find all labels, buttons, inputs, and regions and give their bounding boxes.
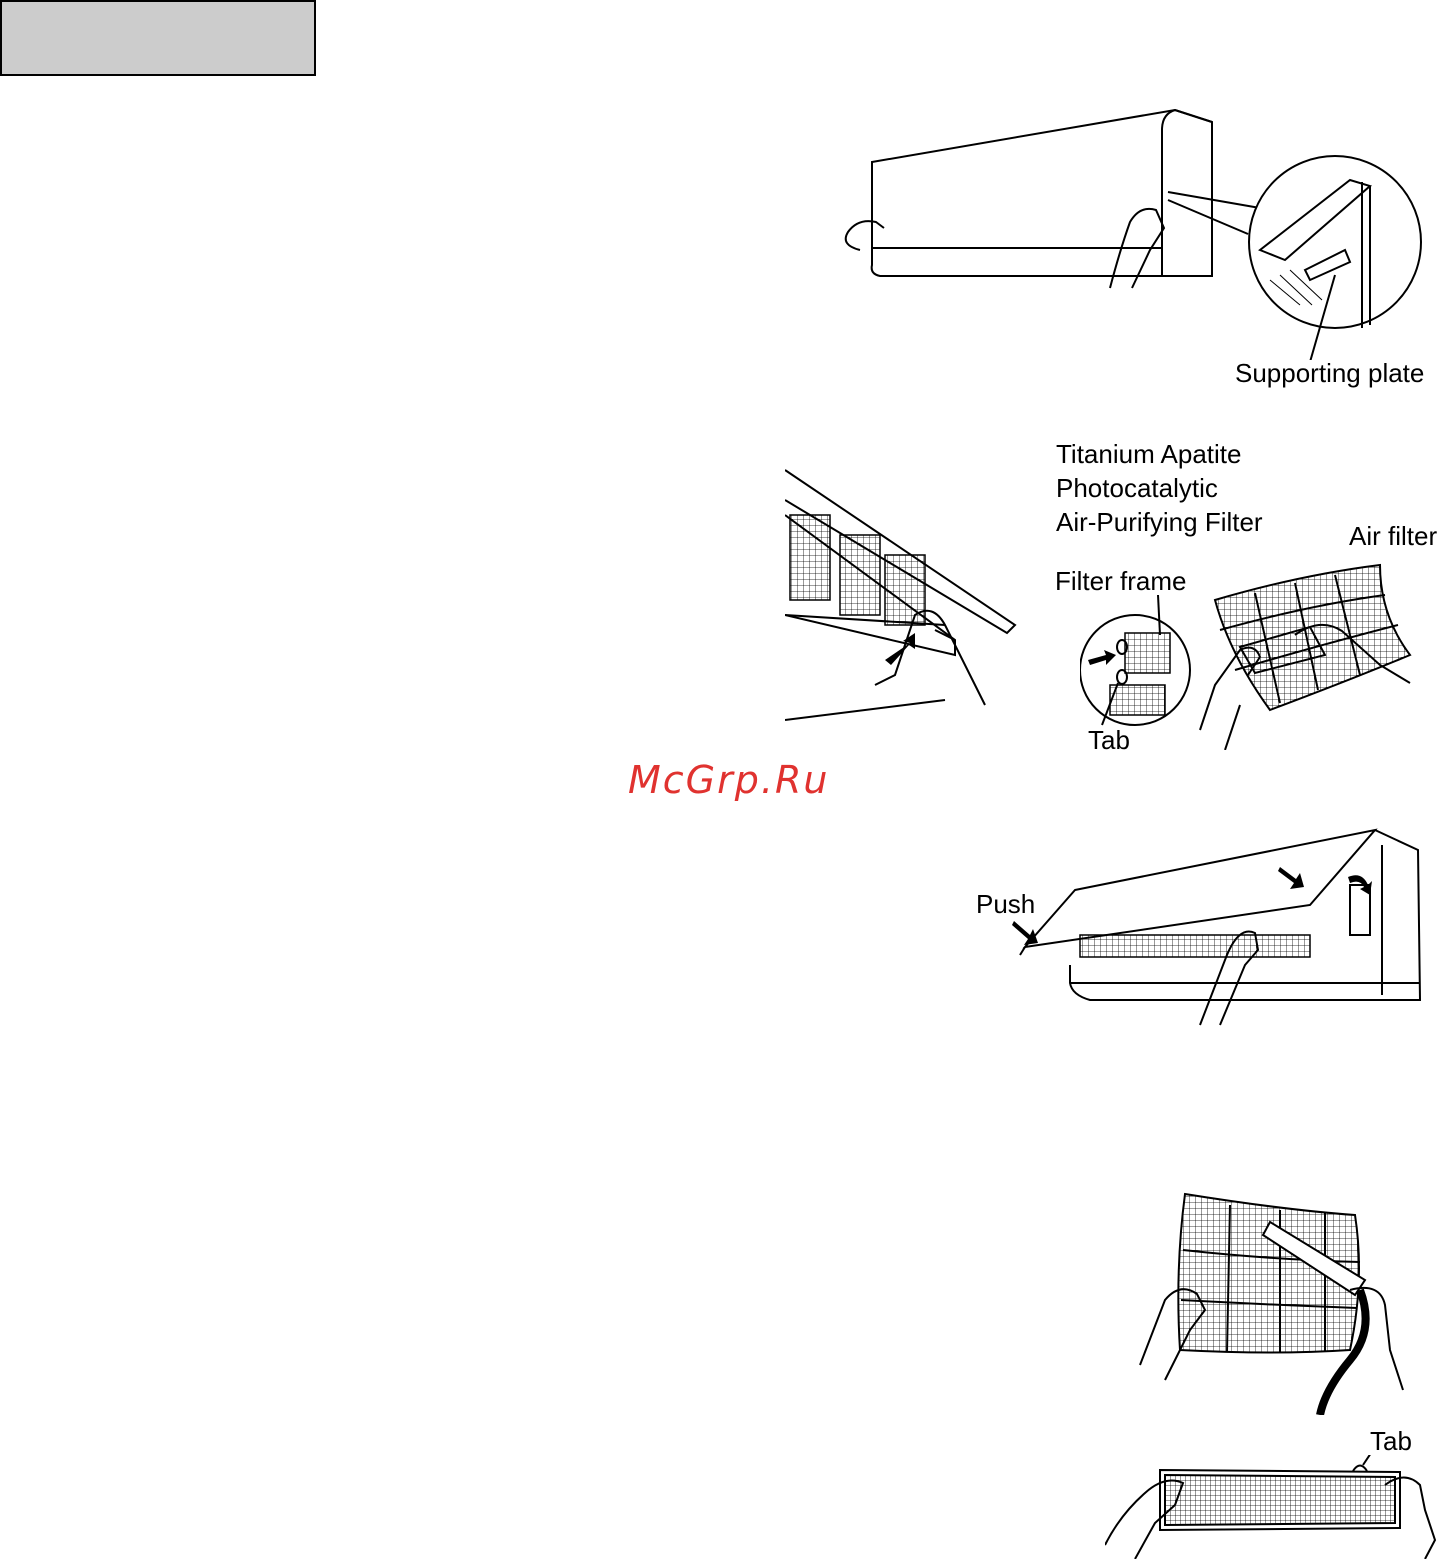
label-titanium-line2: Photocatalytic xyxy=(1056,473,1218,503)
section-header-box xyxy=(0,0,316,76)
figure-filter-frame-tab xyxy=(1105,1455,1445,1559)
close-panel-illustration xyxy=(1010,825,1430,1030)
figure-filters-detail xyxy=(1080,555,1447,750)
label-titanium-line1: Titanium Apatite xyxy=(1056,439,1242,469)
filter-frame-illustration xyxy=(1105,1455,1445,1559)
clean-filter-illustration xyxy=(1135,1190,1425,1415)
label-filter-frame: Filter frame xyxy=(1055,566,1187,596)
figure-close-panel xyxy=(1010,825,1430,1030)
label-supporting-plate: Supporting plate xyxy=(1235,358,1425,388)
figure-open-front-panel xyxy=(830,100,1447,360)
label-tab-frame: Tab xyxy=(1370,1426,1412,1456)
label-titanium-line3: Air-Purifying Filter xyxy=(1056,507,1263,537)
label-push: Push xyxy=(976,889,1036,919)
filter-removal-illustration xyxy=(785,465,1025,730)
watermark: McGrp.Ru xyxy=(628,758,830,802)
label-air-filter: Air filter xyxy=(1349,521,1438,551)
figure-clean-filter xyxy=(1135,1190,1425,1415)
figure-pull-filter xyxy=(785,465,1025,730)
label-tab-filter: Tab xyxy=(1088,725,1130,755)
filters-detail-illustration xyxy=(1080,555,1447,750)
aircon-unit-illustration xyxy=(830,100,1447,360)
